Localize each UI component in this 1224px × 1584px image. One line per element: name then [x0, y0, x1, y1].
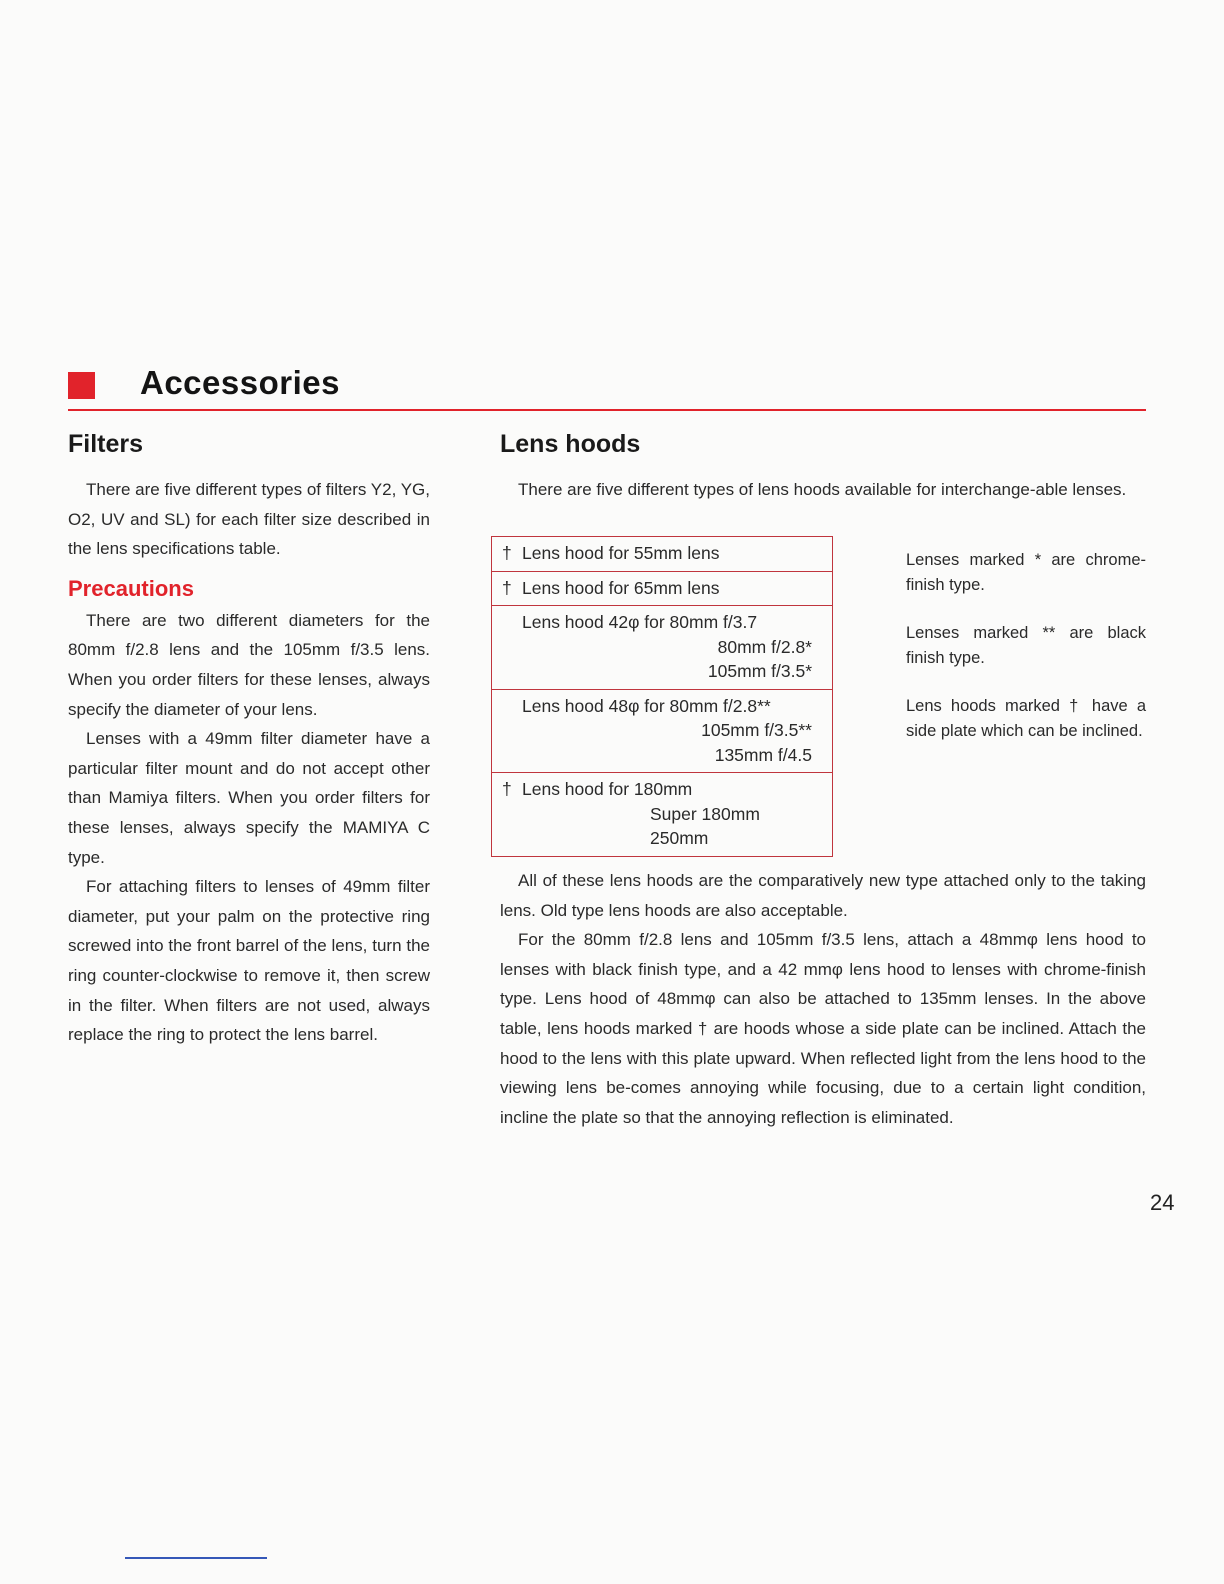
left-column [68, 430, 430, 1050]
lens-hoods-intro: There are five different types of lens hoods available for interchange-able lenses. [518, 480, 1127, 499]
dagger-mark: † [502, 577, 512, 598]
page-number: 24 [1150, 1190, 1175, 1215]
filters-intro: There are five different types of filters Y2, YG, O2, UV and SL) for each filter size described in the lens specifications table. [68, 480, 430, 559]
lens-hoods-paragraph-1: All of these lens hoods are the comparatively new type attached only to the taking lens. Old type lens hoods are also acceptable. [500, 871, 1146, 920]
hood-label: Lens hood 48φ for 80mm f/2.8** [522, 695, 771, 716]
filters-heading: Filters [68, 430, 144, 458]
precautions-heading: Precautions [68, 575, 194, 601]
table-row [492, 537, 832, 571]
page-title: Accessories [140, 364, 340, 401]
note-black-finish: Lenses marked ** are black finish type. [906, 624, 1146, 667]
lens-compat-item: 105mm f/3.5* [707, 661, 812, 681]
lens-compat-item: 80mm f/2.8* [717, 636, 812, 657]
lens-compat-item: 135mm f/4.5 [714, 744, 812, 765]
header-rule [68, 409, 1146, 411]
lens-hoods-body [500, 866, 1146, 1132]
lens-hoods-paragraph-2: For the 80mm f/2.8 lens and 105mm f/3.5 lens, attach a 48mmφ lens hood to lenses with black finish type, and a 42 mmφ lens hood to lenses with chrome-finish type. Lens hood of 48mmφ can also be attached to 135mm lenses. In the above table, lens hoods marked † are hoods whose a side plate can be inclined. Attach the hood to the lens with this plate upward. When reflected light from the lens hood to the viewing lens be-comes annoying while focusing, due to a certain light condition, incline the plate so that the annoying reflection is eliminated. [500, 930, 1146, 1127]
hood-label: Lens hood for 180mm [522, 779, 693, 799]
table-row [492, 605, 832, 689]
dagger-mark: † [502, 543, 512, 563]
table-row [492, 571, 832, 606]
precautions-paragraph-1: There are two different diameters for the 80mm f/2.8 lens and the 105mm f/3.5 lens. When you order filters for these lenses, always specify the diameter of your lens. [68, 610, 430, 719]
note-side-plate: Lens hoods marked † have a side plate which can be inclined. [906, 697, 1146, 740]
footer-line [125, 1557, 267, 1559]
lens-compat-item: 105mm f/3.5** [701, 720, 812, 740]
precautions-paragraph-2: Lenses with a 49mm filter diameter have a particular filter mount and do not accept other than Mamiya filters. When you order filters for these lenses, always specify the MAMIYA C type. [68, 729, 430, 867]
table-row [492, 689, 832, 773]
hood-label: Lens hood for 65mm lens [522, 577, 720, 598]
precautions-paragraph-3: For attaching filters to lenses of 49mm filter diameter, put your palm on the protective ring screwed into the front barrel of the lens, turn the ring counter-clockwise to remove it, then screw in the filter. When filters are not used, always replace the ring to protect the lens barrel. [68, 877, 430, 1045]
right-column [500, 430, 1146, 505]
lens-compat-item: 250mm [650, 828, 709, 848]
hood-label: Lens hood 42φ for 80mm f/3.7 [522, 612, 758, 632]
table-row [492, 772, 832, 856]
section-header [68, 366, 1146, 414]
lens-compat-item: Super 180mm [650, 803, 760, 824]
table-notes [906, 548, 1146, 767]
lens-hoods-heading: Lens hoods [500, 430, 641, 458]
note-chrome-finish: Lenses marked * are chrome-finish type. [906, 551, 1146, 594]
lens-hood-table [491, 536, 833, 857]
dagger-mark: † [502, 779, 512, 799]
hood-label: Lens hood for 55mm lens [522, 543, 720, 563]
red-square-marker [68, 372, 95, 399]
